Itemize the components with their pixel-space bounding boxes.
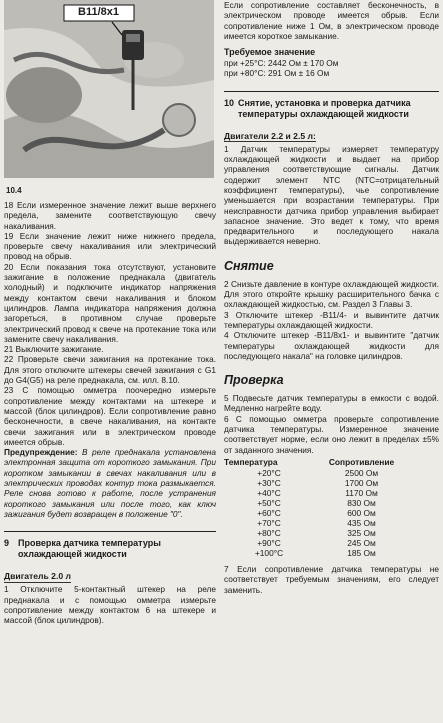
resistance-cell: 1170 Ом: [345, 487, 378, 498]
warning-label: Предупреждение:: [4, 447, 78, 458]
resistance-column-header: Сопротивление: [328, 456, 395, 467]
check-step-5: 5 Подвесьте датчик температуры в емкости с водой. Медленно нагрейте воду.: [224, 393, 439, 414]
resistance-cell: 325 Ом: [347, 527, 376, 538]
table-row: [224, 508, 409, 518]
table-row: [224, 498, 409, 508]
section-10-number: 10: [224, 97, 235, 108]
table-row: [224, 478, 409, 488]
resistance-table: [224, 457, 409, 558]
step-19: 19 Если значение лежит ниже нижнего предела, проверьте свечу накаливания или электрический провод на обрыв.: [4, 230, 216, 262]
temperature-cell: +80°С: [257, 527, 281, 538]
required-value-80: при +80°С: 291 Ом ± 16 Ом: [224, 68, 330, 79]
check-step-7: 7 Если сопротивление датчика температуры не соответствует требуемым значениям, его следует заменить.: [224, 563, 439, 595]
resistance-cell: 185 Ом: [347, 547, 376, 558]
step-18: 18 Если измеренное значение лежит выше верхнего предела, замените соответствующую свечу накаливания.: [4, 200, 216, 231]
section-9-title: Проверка датчика температуры охлаждающей жидкости: [18, 538, 161, 560]
section-10-title: Снятие, установка и проверка датчика температуры охлаждающей жидкости: [238, 97, 411, 119]
engine-photo: [4, 0, 214, 178]
warning-text: В реле преднакала установлена электронная защита от короткого замыкания. При коротком замыкании в свечах накаливания или в электрических проводах контур тока размыкается. Реле снова готово к работе, после устранения короткого замыкания или после того, как ключ зажигания будет возвращен в положение "0".: [4, 447, 216, 519]
table-row: [224, 528, 409, 538]
step-20: 20 Если показания тока отсутствуют, установите зажигание в положение преднакала (двигатель холодный) и подключите индикатор напряжения между контактом свечи накаливания и блоком цилиндров. Лампа индикатора напряжения должна загореться, в противном случае проверьте электрический провод к свече на протекание тока или замените свечу накаливания.: [4, 261, 216, 344]
removal-step-4: 4 Отключите штекер -B11/8x1- и вывинтите "датчик температуры охлаждающей жидкости для последующего накала" на головке цилиндров.: [224, 330, 439, 361]
removal-step-3: 3 Отключите штекер -B11/4- и вывинтите датчик температуры охлаждающей жидкости.: [224, 309, 439, 330]
temperature-cell: +100°С: [254, 547, 284, 558]
required-value-25: при +25°С: 2442 Ом ± 170 Ом: [224, 58, 339, 69]
temperature-cell: +60°С: [257, 507, 281, 518]
warning-note: [4, 447, 216, 519]
section-10-step-1: 1 Датчик температуры измеряет температуру охлаждающей жидкости и выдает на прибор управления соответствующие сигналы. Датчик содержит элемент NTC (NTC=отрицательный коэффициент температуры), чье сопротивление уменьшается при возрастании температуры. При неисправности датчика прибор управления выбирает запасное значение. Это ведет к тому, что время предварительного и последующего накала выдерживается неверно.: [224, 143, 439, 247]
resistance-cell: 830 Ом: [347, 497, 376, 508]
section-9-continued: Если сопротивление составляет бесконечность, в электрическом проводе имеется обрыв. Если сопротивление ниже 1 Ом, в электрическом проводе имеется короткое замыкание.: [224, 0, 439, 41]
resistance-cell: 1700 Ом: [344, 477, 379, 488]
section-9-header: [4, 531, 216, 560]
step-23: 23 С помощью омметра поочередно измерьте сопротивление между контактами на штекере и массой (блок цилиндров). Если сопротивление равно бесконечности, в свече накаливания, на контакте свечи зажигания или в электрическом проводе имеется обрыв.: [4, 385, 216, 447]
resistance-table-header: [224, 457, 409, 468]
temperature-cell: +90°С: [257, 537, 281, 548]
table-row: [224, 468, 409, 478]
table-row: [224, 548, 409, 558]
check-step-6: 6 С помощью омметра проверьте сопротивление датчика температуры. Измеренное значение соответствует норме, если оно лежит в пределах ±5% от заданного значения.: [224, 413, 439, 455]
figure-caption: 10.4: [6, 186, 22, 195]
temperature-cell: +70°С: [257, 517, 281, 528]
step-22: 22 Проверьте свечи зажигания на протекание тока. Для этого отключите штекеры свечей зажигания с G1 до G4(G5) на реле преднакала, см. илл. 8.10.: [4, 354, 216, 386]
temperature-cell: +50°С: [257, 497, 281, 508]
section-10-engine: Двигатели 2.2 и 2.5 л:: [224, 130, 316, 141]
resistance-cell: 435 Ом: [347, 517, 376, 528]
step-21: 21 Выключите зажигание.: [4, 344, 104, 355]
temperature-cell: +30°С: [257, 477, 281, 488]
table-row: [224, 518, 409, 528]
resistance-cell: 2500 Ом: [344, 467, 379, 478]
required-value-title: Требуемое значение: [224, 47, 316, 58]
section-10-header: [224, 91, 439, 120]
temperature-column-header: Температура: [224, 456, 278, 467]
temperature-cell: +40°С: [257, 487, 281, 498]
section-9-number: 9: [4, 538, 10, 549]
removal-step-2: 2 Снизьте давление в контуре охлаждающей жидкости. Для этого откройте крышку расширительного бачка с охлаждающей жидкостью, см. Раздел 3 Главы 3.: [224, 278, 439, 310]
connector-callout-label: B11/8x1: [78, 6, 119, 18]
table-row: [224, 538, 409, 548]
section-9-step-1: 1 Отключите 5-контактный штекер на реле преднакала и с помощью омметра измерьте сопротивление между контактом 6 на штекере и массой (блок цилиндров).: [4, 584, 216, 626]
check-heading: Проверка: [224, 373, 284, 388]
resistance-cell: 600 Ом: [347, 507, 376, 518]
resistance-cell: 245 Ом: [347, 537, 376, 548]
temperature-cell: +20°С: [257, 467, 281, 478]
table-row: [224, 488, 409, 498]
engine-photo-illustration: [4, 0, 214, 178]
removal-heading: Снятие: [224, 258, 274, 273]
section-9-engine: Двигатель 2.0 л: [4, 571, 71, 582]
